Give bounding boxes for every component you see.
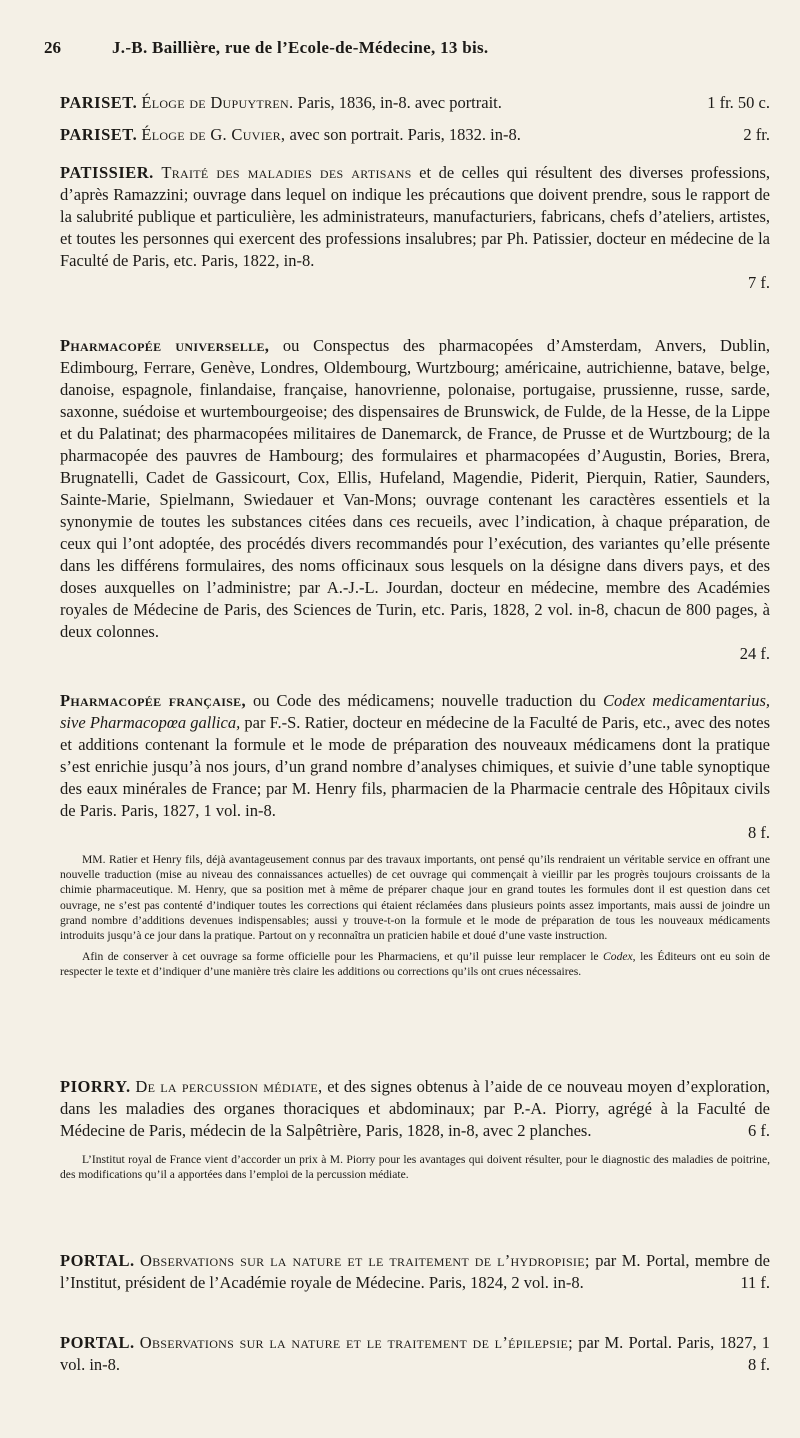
entry-price: 24 f. [739,644,770,663]
entry-note-2 [60,949,770,979]
entry-price: 6 f. [748,1121,770,1140]
entry-title: Traité des maladies des artisans [161,163,412,182]
entry-price: 8 f. [748,1355,770,1374]
entry-title: Observations sur la nature et le traitement de l’épilepsie; [139,1333,574,1352]
entry-pariset-dupuytren [60,92,770,114]
entry-patissier [60,162,770,294]
entry-details: Paris, 1836, in-8. avec portrait. [297,93,502,112]
entry-author: PARISET. [60,93,138,112]
entry-text: ou Conspectus des pharmacopées d’Amsterdam, Anvers, Dublin, Edimbourg, Ferrare, Genève, Londres, Oldembourg, Wurtzbourg; américaine, autrichienne, batave, belge, danoise, espagnole, finlandaise, française, hanovrienne, polonaise, portugaise, prussienne, russe, sarde, saxonne, suédoise et wurtembourgeoise; des dispensaires de Brunswick, de Fulde, de la Hesse, de la Lippe et du Palatinat; des pharmacopées militaires de Danemarck, de France, de Prusse et de Wurtzbourg; de la pharmacopée des pauvres de Hambourg; des formulaires et pharmacopées d’Augustin, Bories, Brera, Brugnatelli, Cadet de Gassicourt, Cox, Ellis, Hufeland, Magendie, Piderit, Pierquin, Ratier, Saunders, Sainte-Marie, Spielmann, Swiedauer et Van-Mons; ouvrage contenant les caractères essentiels et la synonymie de toutes les substances citées dans ces recueils, avec l’indication, à chaque préparation, de ceux qui l’ont adoptée, des procédés divers recommandés pour l’exécution, des variantes qu’elle présente dans les différens formulaires, des noms officinaux sous lesquels on la désigne dans divers pays, et des doses auxquelles on l’administre; par A.-J.-L. Jourdan, docteur en médecine, membre des Académies royales de Médecine de Paris, des Sciences de Turin, etc. Paris, 1828, 2 vol. in-8, chacun de 800 pages, à deux colonnes. [60,336,770,641]
entry-author: PORTAL. [60,1333,135,1352]
note-text-b: les Éditeurs ont eu soin de respecter le texte et d’indiquer d’une manière très claire les additions ou corrections qu’ils ont crues nécessaires. [60,950,770,979]
entry-price: 2 fr. [743,125,770,144]
entry-title: Éloge de Dupuytren. [141,93,294,112]
entry-title: De la percussion médiate, [135,1077,323,1096]
entry-text: par M. Portal, membre de l’Institut, président de l’Académie royale de Médecine. Paris, 1824, 2 vol. in-8. [60,1251,771,1292]
entry-details: avec son portrait. Paris, 1832. in-8. [289,125,521,144]
entry-portal-hydropisie [60,1250,770,1294]
entry-note: MM. Ratier et Henry fils, déjà avantageusement connus par des travaux importants, ont pensé qu’ils rendraient un véritable service en offrant une nouvelle traduction (mise au niveau des connaissances actuelles) de cet ouvrage qui commençait à vieillir par les progrès toujours croissants de la chimie pharmaceutique. M. Henry, que sa position met à même de préparer chaque jour en grand toutes les formules dont il est question dans cet ouvrage, ne s’est pas contenté d’indiquer toutes les corrections qui étaient réclamées dans plusieurs points assez importants, mais aussi de joindre un grand nombre d’additions devenues indispensables; aussi y trouve-t-on la formule et le mode de préparation de tous les nouveaux médicaments introduits jusqu’à ce jour dans la pratique. Partout on y reconnaîtra un praticien habile et doué d’une vaste instruction. [60,853,770,943]
entry-piorry [60,1076,770,1182]
entry-price: 1 fr. 50 c. [707,93,770,112]
note-codex: Codex, [603,950,636,964]
entry-pariset-cuvier [60,124,770,146]
entry-author: PATISSIER. [60,163,154,182]
entry-pharmacopee-francaise [60,690,770,980]
entry-codex-title: Codex medicamentarius, sive Pharmacopœa gallica, [60,691,771,732]
page-header [44,38,760,62]
entry-price: 8 f. [748,823,770,842]
entry-note: L’Institut royal de France vient d’accorder un prix à M. Piorry pour les avantages qui doivent résulter, pour le diagnostic des maladies de poitrine, des modifications qu’il a apportées dans l’emploi de la percussion médiate. [60,1153,770,1182]
entry-price: 11 f. [740,1273,770,1292]
entry-text-a: ou Code des médicamens; nouvelle traduction du [252,691,596,710]
entry-text: et de celles qui résultent des diverses professions, d’après Ramazzini; ouvrage dans lequel on indique les précautions que doivent prendre, sous le rapport de la salubrité publique et particulière, les administrateurs, manufacturiers, fabricans, chefs d’ateliers, artistes, et toutes les personnes qui exercent des professions insalubres; par Ph. Patissier, docteur en médecine de la Faculté de Paris, etc. Paris, 1822, in-8. [60,163,770,270]
entry-author: PIORRY. [60,1077,131,1096]
note-text-a: Afin de conserver à cet ouvrage sa forme officielle pour les Pharmaciens, et qu’il puisse leur remplacer le [82,950,599,964]
entry-title: Pharmacopée universelle, [60,336,270,355]
entry-author: PORTAL. [60,1251,135,1270]
entry-text: et des signes obtenus à l’aide de ce nouveau moyen d’exploration, dans les maladies des organes thoraciques et abdominaux; par P.-A. Piorry, agrégé à la Faculté de Médecine de Paris, médecin de la Salpêtrière, Paris, 1828, in-8, avec 2 planches. [60,1077,771,1140]
entry-pharmacopee-universelle [60,335,770,665]
entry-price: 7 f. [748,273,770,292]
entry-title: Éloge de G. Cuvier, [141,125,286,144]
entry-text: par M. Portal. Paris, 1827, 1 vol. in-8. [60,1333,771,1374]
entry-portal-epilepsie [60,1332,770,1376]
running-title: J.-B. Baillière, rue de l’Ecole-de-Médecine, 13 bis. [112,38,489,57]
page-number: 26 [44,38,61,57]
entry-author: PARISET. [60,125,138,144]
entry-title: Pharmacopée française, [60,691,246,710]
entry-title: Observations sur la nature et le traitement de l’hydropisie; [140,1251,590,1270]
entry-text-b: par F.-S. Ratier, docteur en médecine de la Faculté de Paris, etc., avec des notes et additions contenant la formule et le mode de préparation des nouveaux médicamens dont la pratique s’est enrichie jusqu’à nos jours, d’un grand nombre d’analyses chimiques, et suivie d’une table synoptique des eaux minérales de France; par M. Henry fils, pharmacien de la Pharmacie centrale des Hôpitaux civils de Paris. Paris, 1827, 1 vol. in-8. [60,713,771,820]
